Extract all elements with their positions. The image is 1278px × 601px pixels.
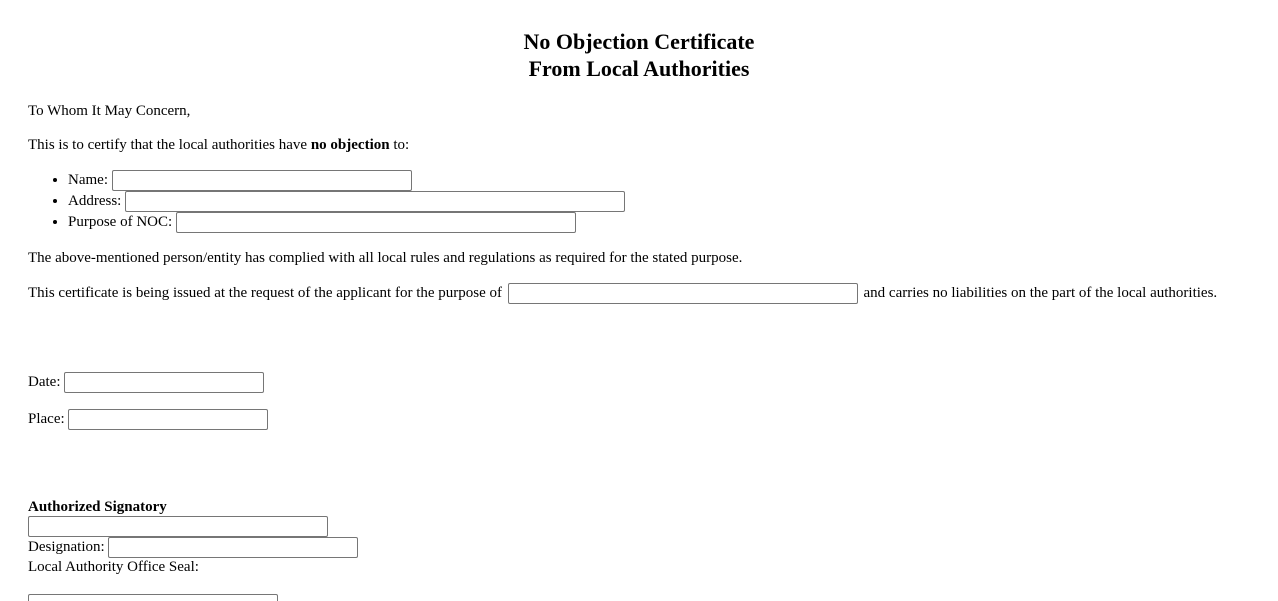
list-item-name xyxy=(68,170,625,191)
intro-before: This is to certify that the local authorities have xyxy=(28,137,308,153)
list-item-address xyxy=(68,191,625,212)
issue-before: This certificate is being issued at the request of the applicant for the purpose of xyxy=(28,285,503,301)
date-label: Date: xyxy=(28,374,61,390)
intro-text xyxy=(28,135,409,155)
date-input[interactable] xyxy=(64,372,264,393)
place-input[interactable] xyxy=(68,409,268,430)
purpose-input[interactable] xyxy=(176,212,576,233)
list-item-purpose xyxy=(68,212,625,233)
address-input[interactable] xyxy=(125,191,625,212)
signature-input[interactable] xyxy=(28,516,328,537)
seal-label: Local Authority Office Seal: xyxy=(28,559,199,575)
signature-row xyxy=(28,516,328,537)
name-label: Name: xyxy=(68,172,108,189)
intro-bold: no objection xyxy=(310,137,390,153)
place-row xyxy=(28,409,268,430)
designation-row xyxy=(28,537,358,558)
applicant-fields-list xyxy=(28,170,625,233)
issue-paragraph xyxy=(28,283,1238,304)
seal-input[interactable] xyxy=(28,594,278,601)
issue-purpose-input[interactable] xyxy=(508,283,858,304)
address-label: Address: xyxy=(68,193,122,210)
designation-input[interactable] xyxy=(108,537,358,558)
salutation: To Whom It May Concern, xyxy=(28,103,191,119)
seal-row xyxy=(28,594,278,601)
title-line-1: No Objection Certificate xyxy=(523,29,755,54)
date-row xyxy=(28,372,264,393)
issue-after: and carries no liabilities on the part of the local authorities. xyxy=(863,285,1218,301)
compliance-text: The above-mentioned person/entity has complied with all local rules and regulations as required for the stated purpose. xyxy=(28,250,743,266)
place-label: Place: xyxy=(28,411,65,427)
designation-label: Designation: xyxy=(28,539,105,555)
purpose-label: Purpose of NOC: xyxy=(68,214,173,231)
certificate-title xyxy=(0,28,1278,82)
name-input[interactable] xyxy=(112,170,412,191)
title-line-2: From Local Authorities xyxy=(528,56,750,81)
authorized-signatory-heading: Authorized Signatory xyxy=(28,499,167,515)
intro-after: to: xyxy=(393,137,410,153)
